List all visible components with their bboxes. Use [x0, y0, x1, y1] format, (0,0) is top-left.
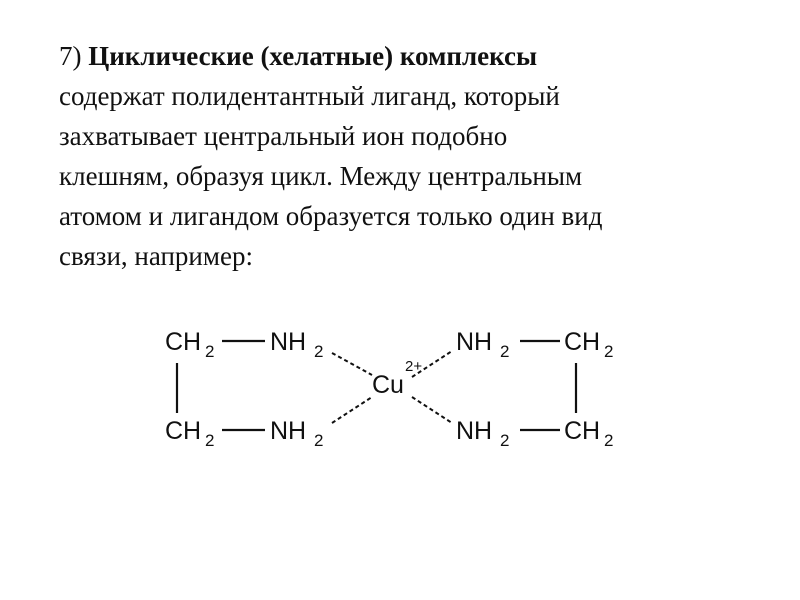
bold-heading: Циклические (хелатные) комплексы [88, 41, 538, 71]
coord-bond-left-top [332, 353, 372, 375]
paragraph-line-1 [59, 36, 759, 76]
right-top-nh-sub: 2 [500, 342, 510, 361]
right-top-ch: CH [564, 328, 601, 356]
right-bottom-ch: CH [564, 417, 601, 445]
right-bottom-nh: NH [456, 417, 493, 445]
right-bottom-nh-sub: 2 [500, 431, 510, 450]
left-top-nh: NH [270, 328, 307, 356]
paragraph-line-2: содержат полидентантный лиганд, который [59, 81, 560, 111]
paragraph [59, 36, 759, 276]
left-top-ch-sub: 2 [205, 342, 215, 361]
left-top-nh-sub: 2 [314, 342, 324, 361]
right-top-nh: NH [456, 328, 493, 356]
paragraph-line-4: клешням, образуя цикл. Между центральным [59, 161, 583, 191]
metal-center: Cu [372, 371, 404, 399]
metal-charge: 2+ [405, 358, 423, 375]
paragraph-line-6: связи, например: [59, 241, 253, 271]
right-top-ch-sub: 2 [604, 342, 614, 361]
left-bottom-nh-sub: 2 [314, 431, 324, 450]
left-bottom-nh: NH [270, 417, 307, 445]
left-bottom-ch: CH [165, 417, 202, 445]
right-bottom-ch-sub: 2 [604, 431, 614, 450]
coord-bond-right-bottom [412, 397, 452, 423]
coord-bond-left-bottom [332, 397, 372, 423]
item-number: 7) [59, 41, 82, 71]
left-top-ch: CH [165, 328, 202, 356]
paragraph-line-5: атомом и лигандом образуется только один вид [59, 201, 603, 231]
paragraph-line-3: захватывает центральный ион подобно [59, 121, 508, 151]
left-bottom-ch-sub: 2 [205, 431, 215, 450]
chelate-structure-formula [150, 305, 650, 475]
